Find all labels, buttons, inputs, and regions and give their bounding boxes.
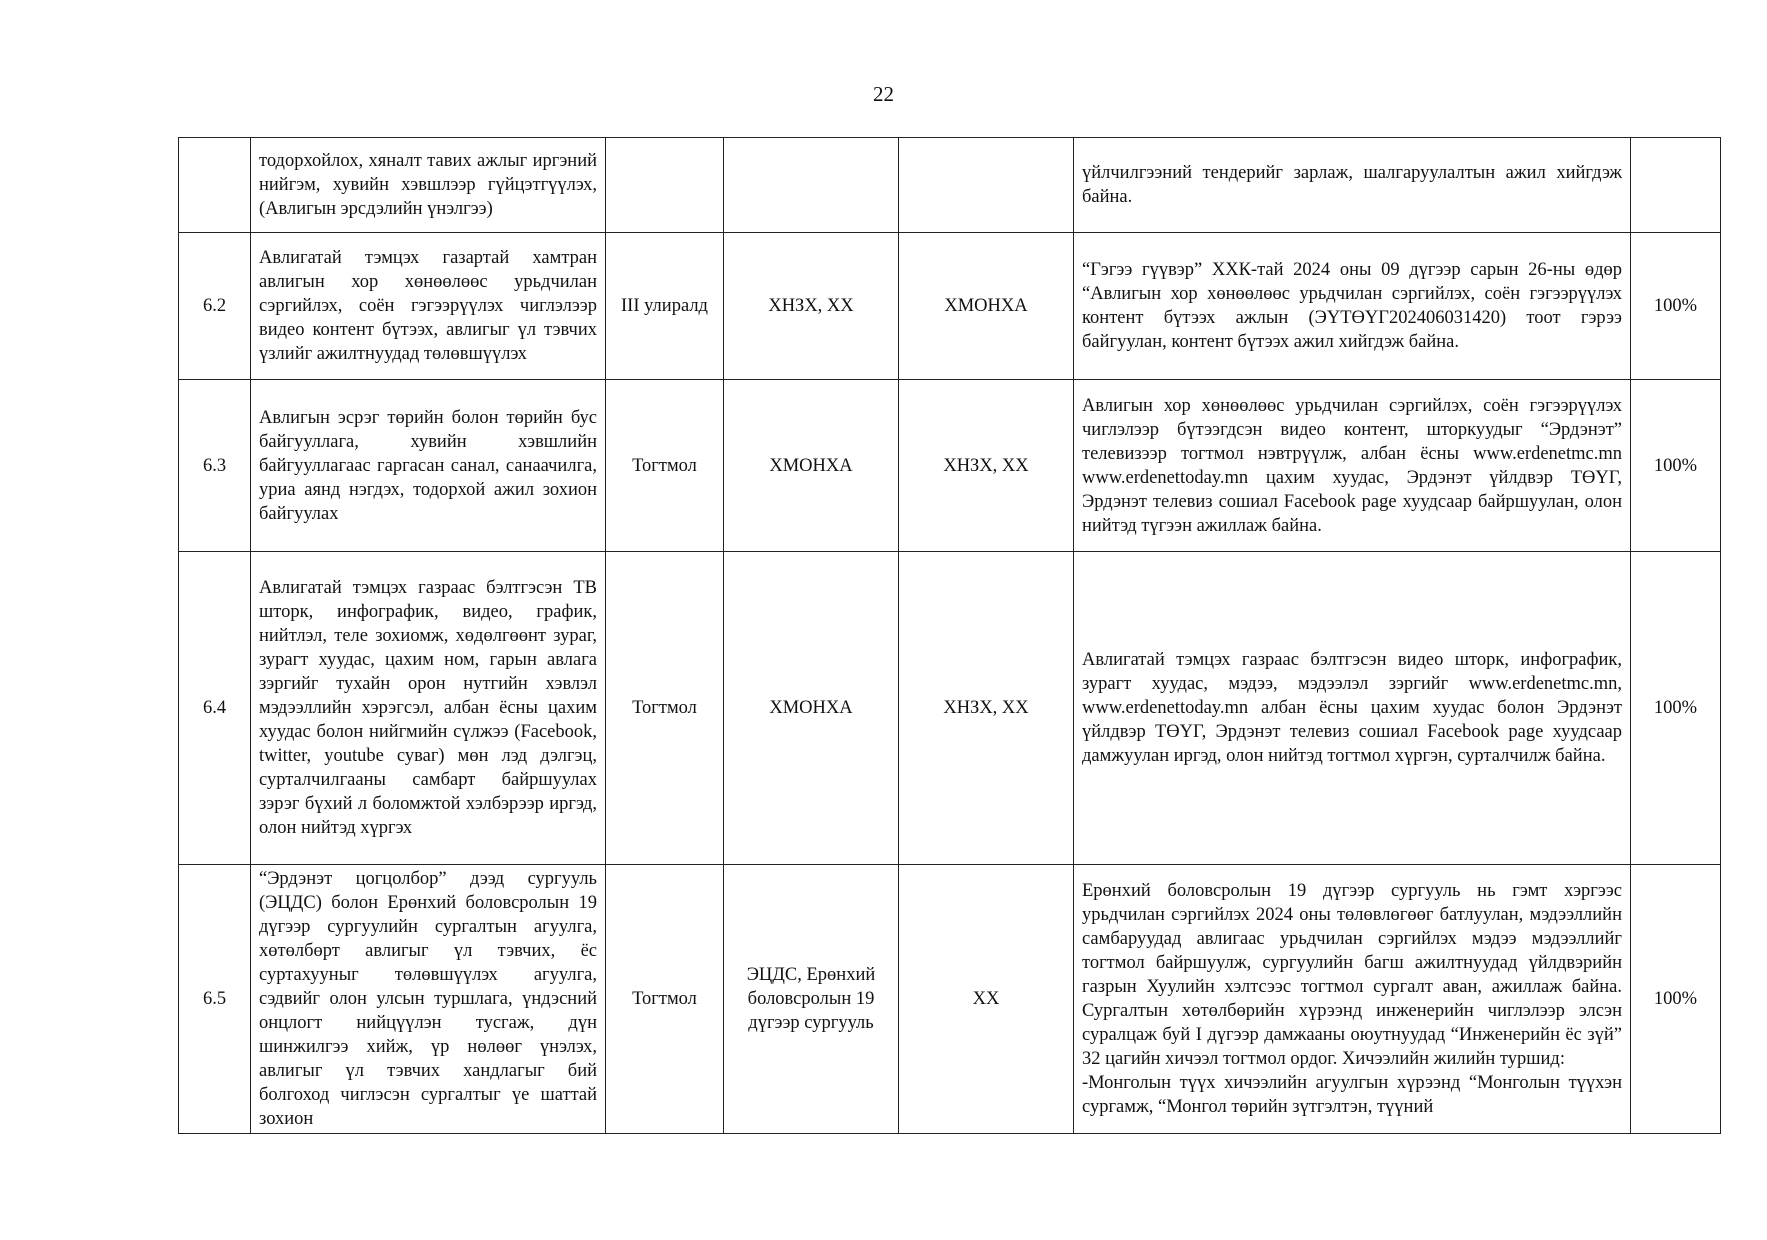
activity-cell: Авлигын эсрэг төрийн болон төрийн бус байгууллага, хувийн хэвшлийн байгууллагаас гаргасан санал, санаачилга, уриа аянд нэгдэх, тодорхой ажил зохион байгуулах <box>251 380 606 552</box>
deadline-cell: III улиралд <box>606 233 724 380</box>
table-row <box>179 865 1721 1134</box>
row-number: 6.4 <box>179 552 251 865</box>
table-row <box>179 552 1721 865</box>
deadline-cell: Тогтмол <box>606 552 724 865</box>
responsible-cell <box>724 138 899 233</box>
percent-cell: 100% <box>1631 552 1721 865</box>
report-cell <box>1074 865 1631 1134</box>
row-number <box>179 138 251 233</box>
partner-cell <box>899 138 1074 233</box>
activity-cell: Авлигатай тэмцэх газраас бэлтгэсэн ТВ шторк, инфографик, видео, график, нийтлэл, теле зохиомж, хөдөлгөөнт зураг, зурагт хуудас, цахим ном, гарын авлага зэргийг тухайн орон нутгийн хэвлэл мэдээллийн хэрэгсэл, албан ёсны цахим хуудас болон нийгмийн сүлжээ (Facebook, twitter, youtube суваг) мөн лэд дэлгэц, сурталчилгааны самбарт байршуулах зэрэг бүхий л боломжтой хэлбэрээр иргэд, олон нийтэд хүргэх <box>251 552 606 865</box>
responsible-cell: ХНЗХ, ХХ <box>724 233 899 380</box>
partner-cell: ХНЗХ, ХХ <box>899 552 1074 865</box>
activity-cell: “Эрдэнэт цогцолбор” дээд сургууль (ЭЦДС) болон Ерөнхий боловсролын 19 дүгээр сургуулийн сургалтын агуулга, хөтөлбөрт авлигыг үл тэвчих, ёс суртахууныг төлөвшүүлэх агуулга, сэдвийг олон улсын туршлага, үндэсний онцлогт нийцүүлэн тусгаж, дүн шинжилгээ хийж, үр нөлөөг үнэлэх, авлигыг үл тэвчих хандлагыг бий болгоход чиглэсэн сургалтыг үе шаттай зохион <box>251 865 606 1134</box>
row-number: 6.2 <box>179 233 251 380</box>
deadline-cell: Тогтмол <box>606 380 724 552</box>
responsible-cell: ХМОНХА <box>724 552 899 865</box>
table-row <box>179 380 1721 552</box>
report-table <box>178 137 1721 1134</box>
table-row <box>179 233 1721 380</box>
table-row <box>179 138 1721 233</box>
responsible-cell: ХМОНХА <box>724 380 899 552</box>
report-cell: “Гэгээ гүүвэр” ХХК-тай 2024 оны 09 дүгээр сарын 26-ны өдөр “Авлигын хор хөнөөлөөс урьдчилан сэргийлэх, соён гэгээрүүлэх контент бүтээх ажлын (ЭҮТӨҮГ202406031420) тоот гэрээ байгуулан, контент бүтээх ажил хийгдэж байна. <box>1074 233 1631 380</box>
percent-cell: 100% <box>1631 233 1721 380</box>
percent-cell: 100% <box>1631 380 1721 552</box>
partner-cell: ХМОНХА <box>899 233 1074 380</box>
percent-cell: 100% <box>1631 865 1721 1134</box>
partner-cell: ХХ <box>899 865 1074 1134</box>
percent-cell <box>1631 138 1721 233</box>
report-cell: Авлигын хор хөнөөлөөс урьдчилан сэргийлэх, соён гэгээрүүлэх чиглэлээр бүтээгдсэн видео контент, шторкуудыг “Эрдэнэт” телевизээр тогтмол нэвтрүүлж, албан ёсны www.erdenetmc.mn www.erdenettoday.mn цахим хуудас, Эрдэнэт үйлдвэр ТӨҮГ, Эрдэнэт телевиз сошиал Facebook page хуудсаар байршуулан, олон нийтэд түгээн ажиллаж байна. <box>1074 380 1631 552</box>
deadline-cell: Тогтмол <box>606 865 724 1134</box>
deadline-cell <box>606 138 724 233</box>
report-paragraph: -Монголын түүх хичээлийн агуулгын хүрээнд “Монголын түүхэн сургамж, “Монгол төрийн зүтгэлтэн, түүний <box>1082 1073 1622 1117</box>
row-number: 6.3 <box>179 380 251 552</box>
report-cell: үйлчилгээний тендерийг зарлаж, шалгаруулалтын ажил хийгдэж байна. <box>1074 138 1631 233</box>
row-number: 6.5 <box>179 865 251 1134</box>
activity-cell: Авлигатай тэмцэх газартай хамтран авлигын хор хөнөөлөөс урьдчилан сэргийлэх, соён гэгээрүүлэх чиглэлээр видео контент бүтээх, авлигыг үл тэвчих үзлийг ажилтнуудад төлөвшүүлэх <box>251 233 606 380</box>
activity-cell: тодорхойлох, хяналт тавих ажлыг иргэний нийгэм, хувийн хэвшлээр гүйцэтгүүлэх, (Авлигын эрсдэлийн үнэлгээ) <box>251 138 606 233</box>
report-paragraph: Ерөнхий боловсролын 19 дүгээр сургууль нь гэмт хэргээс урьдчилан сэргийлэх 2024 оны төлөвлөгөөг батлуулан, мэдээллийн самбаруудад авлигаас урьдчилан сэргийлэх мэдээ мэдээллийг тогтмол байршуулж, сургуулийн багш ажилтнуудад үйлдвэрийн газрын Хуулийн хэлтсээс тогтмол сургалт аван, ажиллаж байна. Сургалтын хөтөлбөрийн хүрээнд инженерийн чиглэлээр элсэн суралцаж буй I дүгээр дамжааны оюутнуудад “Инженерийн ёс зүй” 32 цагийн хичээл тогтмол ордог. Хичээлийн жилийн туршид: <box>1082 881 1622 1069</box>
partner-cell: ХНЗХ, ХХ <box>899 380 1074 552</box>
report-cell: Авлигатай тэмцэх газраас бэлтгэсэн видео шторк, инфографик, зурагт хуудас, мэдээ, мэдээлэл зэргийг www.erdenetmc.mn, www.erdenettoday.mn албан ёсны цахим хуудас болон Эрдэнэт үйлдвэр ТӨҮГ, Эрдэнэт телевиз сошиал Facebook page хуудсаар дамжуулан иргэд, олон нийтэд тогтмол хүргэн, сурталчилж байна. <box>1074 552 1631 865</box>
page-number: 22 <box>873 82 894 106</box>
responsible-cell: ЭЦДС, Ерөнхий боловсролын 19 дүгээр сургууль <box>724 865 899 1134</box>
